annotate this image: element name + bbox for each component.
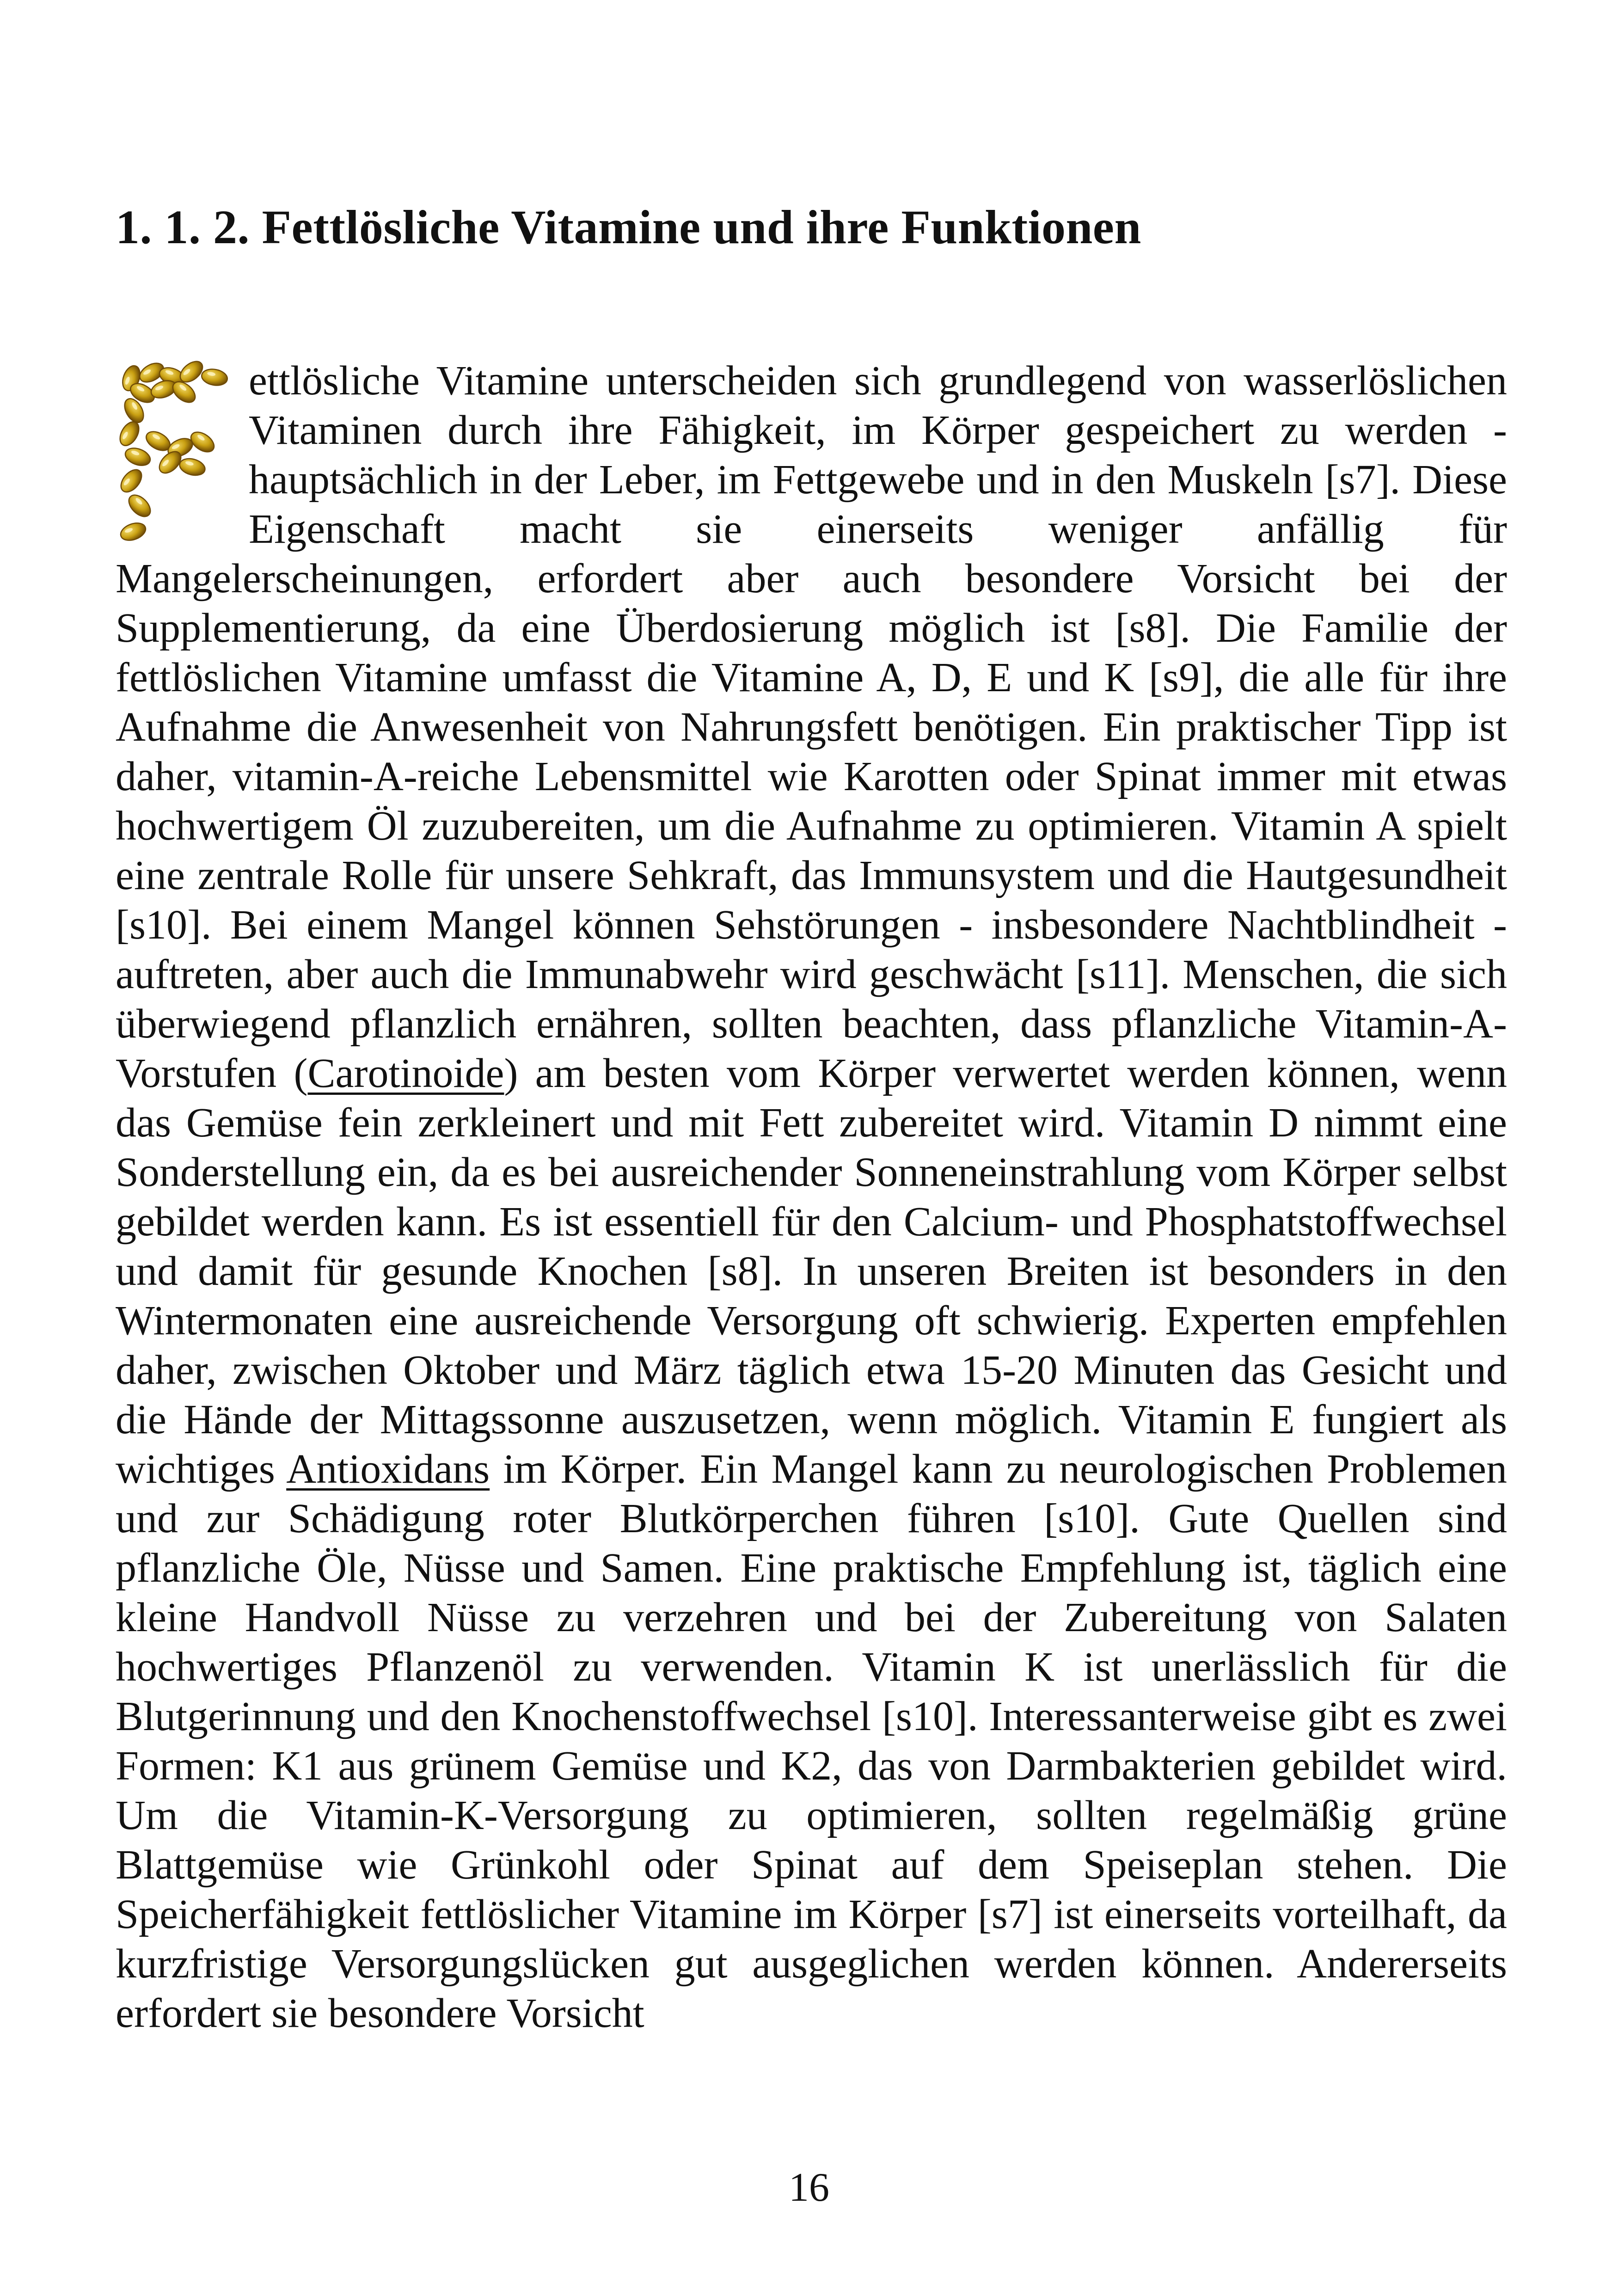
first-word-rest: ettlösliche [249,358,420,404]
dropcap-capsules-icon [116,360,239,554]
capsule-icon [116,418,142,448]
section-heading: 1. 1. 2. Fettlösliche Vitamine und ihre Funktionen [116,201,1141,254]
text-segment-3: im Körper. Ein Mangel kann zu neurologischen Problemen und zur Schädigung roter Blutkörperchen führen [s10]. Gute Quellen sind pflanzliche Öle, Nüsse und Samen. Eine praktische Empfehlung ist, täglich eine kleine Handvoll Nüsse zu verzehren und bei der Zubereitung von Salaten hochwertiges Pflanzenöl zu verwenden. Vitamin K ist unerlässlich für die Blutgerinnung und den Knochenstoffwechsel [s10]. Interessanterweise gibt es zwei Formen: K1 aus grünem Gemüse und K2, das von Darmbakterien gebildet wird. Um die Vitamin-K-Versorgung zu optimieren, sollten regelmäßig grüne Blattgemüse wie Grünkohl oder Spinat auf dem Speiseplan stehen. Die Speicherfähigkeit fettlöslicher Vitamine im Körper [s7] ist einerseits vorteilhaft, da kurzfristige Versorgungslücken gut ausgeglichen werden können. Andererseits erfordert sie besondere Vorsicht [116,1446,1507,2036]
text-segment-2: ) am besten vom Körper verwertet werden können, wenn das Gemüse fein zerkleinert und mit Fett zubereitet wird. Vitamin D nimmt eine Sonderstellung ein, da es bei ausreichender Sonneneinstrahlung vom Körper selbst gebildet werden kann. Es ist essentiell für den Calcium- und Phosphatstoffwechsel und damit für gesunde Knochen [s8]. In unseren Breiten ist besonders in den Wintermonaten eine ausreichende Versorgung oft schwierig. Experten empfehlen daher, zwischen Oktober und März täglich etwa 15-20 Minuten das Gesicht und die Hände der Mittagssonne auszusetzen, wenn möglich. Vitamin E fungiert als wichtiges [116,1050,1508,1492]
carotinoide-link[interactable]: Carotinoide [307,1050,504,1096]
capsule-icon [118,520,148,543]
body-paragraph [116,356,1507,2038]
capsule-icon [123,445,153,468]
capsule-icon [117,466,146,496]
page-number: 16 [789,2165,829,2210]
capsule-icon [125,491,154,521]
antioxidans-link[interactable]: Antioxidans [286,1446,490,1492]
capsule-icon [178,456,207,478]
capsule-icon [200,367,228,387]
text-segment-1: Vitamine unterscheiden sich grundlegend von wasserlöslichen Vitaminen durch ihre Fähigkeit, im Körper gespeichert zu werden - hauptsächlich in der Leber, im Fettgewebe und in den Muskeln [s7]. Diese Eigenschaft macht sie einerseits weniger anfällig für Mangelerscheinungen, erfordert aber auch besondere Vorsicht bei der Supplementierung, da eine Überdosierung möglich ist [s8]. Die Familie der fettlöslichen Vitamine umfasst die Vitamine A, D, E und K [s9], die alle für ihre Aufnahme die Anwesenheit von Nahrungsfett benötigen. Ein praktischer Tipp ist daher, vitamin-A-reiche Lebensmittel wie Karotten oder Spinat immer mit etwas hochwertigem Öl zuzubereiten, um die Aufnahme zu optimieren. Vitamin A spielt eine zentrale Rolle für unsere Sehkraft, das Immunsystem und die Hautgesundheit [s10]. Bei einem Mangel können Sehstörungen - insbesondere Nachtblindheit - auftreten, aber auch die Immunabwehr wird geschwächt [s11]. Menschen, die sich überwiegend pflanzlich ernähren, sollten beachten, dass pflanzliche Vitamin-A-Vorstufen ( [116,358,1507,1096]
capsule-icon [187,428,217,456]
